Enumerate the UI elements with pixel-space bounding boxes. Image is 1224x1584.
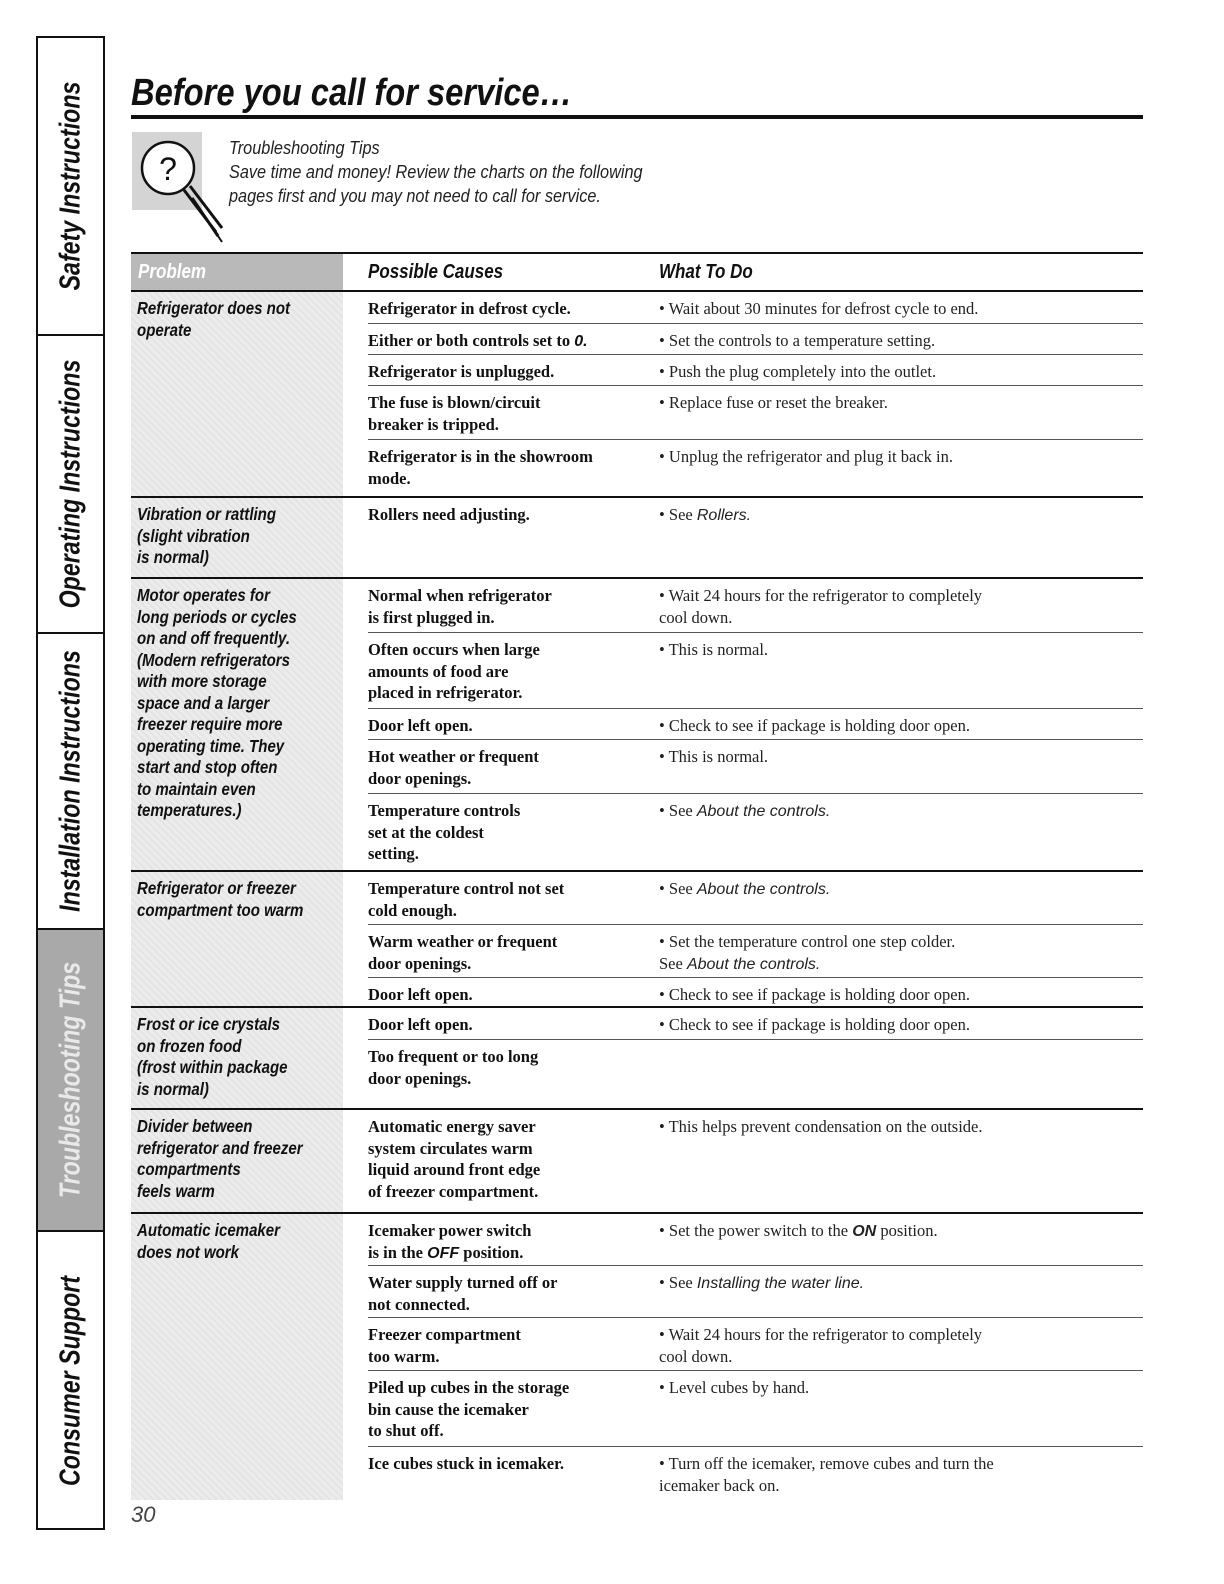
page-title: Before you call for service… [131, 72, 573, 114]
tab-label: Installation Instructions [54, 650, 86, 912]
todo-cell: • This is normal. [659, 747, 769, 766]
cause-cell: Icemaker power switch is in the OFF position. [368, 1221, 532, 1262]
table-row [368, 579, 1143, 633]
todo-cell [659, 1040, 1143, 1106]
table-row [368, 1447, 1143, 1500]
column-header-causes: Possible Causes [368, 260, 504, 283]
table-row [368, 1214, 1143, 1266]
todo-cell: • See Installing the water line. [659, 1273, 865, 1292]
todo-cell: • Push the plug completely into the outlet. [659, 362, 937, 381]
table-row [368, 978, 1143, 1007]
problem-group [131, 498, 1143, 579]
question-magnifier-icon [132, 132, 232, 244]
problem-cell: Frost or ice crystals on frozen food (frost within package is normal) [131, 1008, 343, 1108]
cause-cell: Piled up cubes in the storage bin cause the icemaker to shut off. [368, 1378, 570, 1440]
tab-label: Safety Instructions [54, 81, 86, 291]
svg-text:?: ? [159, 151, 177, 187]
cause-cell: The fuse is blown/circuit breaker is tripped. [368, 393, 541, 434]
problem-cell: Motor operates for long periods or cycles on and off frequently. (Modern refrigerators with more storage space and a larger freezer require more operating time. They start and stop often to maintain even temperatures.) [131, 579, 343, 870]
section-tab-strip [36, 36, 105, 1530]
table-row [368, 1266, 1143, 1318]
problem-cell: Refrigerator does not operate [131, 292, 343, 496]
todo-cell: • Check to see if package is holding door open. [659, 716, 970, 735]
cause-cell: Too frequent or too long door openings. [368, 1047, 539, 1088]
title-rule [131, 115, 1143, 119]
table-row [368, 740, 1143, 794]
tips-line: pages first and you may not need to call for service. [229, 185, 601, 206]
cause-cell: Ice cubes stuck in icemaker. [368, 1454, 565, 1473]
column-header-problem: Problem [131, 254, 343, 290]
tab-troubleshooting-tips[interactable] [38, 930, 103, 1232]
problem-group [131, 579, 1143, 872]
table-row [368, 633, 1143, 709]
todo-cell: • Level cubes by hand. [659, 1378, 810, 1397]
cause-cell: Temperature controls set at the coldest setting. [368, 801, 521, 863]
cause-cell: Door left open. [368, 985, 473, 1004]
cause-cell: Rollers need adjusting. [368, 505, 530, 524]
todo-cell: • Set the controls to a temperature setting. [659, 331, 936, 350]
todo-cell: • This helps prevent condensation on the outside. [659, 1117, 983, 1136]
cause-cell: Water supply turned off or not connected. [368, 1273, 558, 1314]
table-row [368, 1371, 1143, 1447]
problem-cell: Divider between refrigerator and freezer compartments feels warm [131, 1110, 343, 1212]
column-header-what-to-do: What To Do [659, 260, 753, 283]
todo-cell: • See Rollers. [659, 505, 752, 524]
table-row [368, 324, 1143, 355]
todo-cell: • Set the power switch to the ON position. [659, 1221, 938, 1240]
table-row [368, 292, 1143, 324]
table-header [131, 252, 1143, 292]
problem-group [131, 1110, 1143, 1214]
table-row [368, 1318, 1143, 1371]
todo-cell: • Unplug the refrigerator and plug it back in. [659, 447, 953, 466]
tab-label: Operating Instructions [54, 359, 86, 609]
tips-intro [229, 136, 699, 208]
cause-cell: Normal when refrigerator is first plugged in. [368, 586, 552, 627]
tips-heading: Troubleshooting Tips [229, 137, 380, 158]
todo-cell: • See About the controls. [659, 879, 831, 898]
cause-cell: Warm weather or frequent door openings. [368, 932, 558, 973]
troubleshooting-table [131, 252, 1143, 1500]
todo-cell: • See About the controls. [659, 801, 831, 820]
cause-cell: Freezer compartment too warm. [368, 1325, 521, 1366]
table-row [368, 386, 1143, 440]
problem-cell: Refrigerator or freezer compartment too warm [131, 872, 343, 1006]
problem-group [131, 292, 1143, 498]
todo-cell: • Wait 24 hours for the refrigerator to completely cool down. [659, 1325, 983, 1366]
todo-cell: • Check to see if package is holding door open. [659, 1015, 970, 1034]
todo-cell: • Replace fuse or reset the breaker. [659, 393, 888, 412]
problem-group [131, 872, 1143, 1008]
cause-cell: Temperature control not set cold enough. [368, 879, 565, 920]
tab-installation-instructions[interactable] [38, 634, 103, 930]
table-row [368, 498, 1143, 532]
page-number: 30 [131, 1502, 156, 1527]
tab-label: Consumer Support [54, 1275, 86, 1487]
cause-cell: Door left open. [368, 716, 473, 735]
problem-group [131, 1008, 1143, 1110]
problem-group [131, 1214, 1143, 1500]
cause-cell: Automatic energy saver system circulates warm liquid around front edge of freezer compartment. [368, 1117, 541, 1201]
cause-cell: Hot weather or frequent door openings. [368, 747, 539, 788]
todo-cell: • Wait 24 hours for the refrigerator to completely cool down. [659, 586, 983, 627]
todo-cell: • Wait about 30 minutes for defrost cycle to end. [659, 299, 979, 318]
todo-cell: • Set the temperature control one step colder. See About the controls. [659, 932, 956, 973]
table-row [368, 794, 1143, 870]
table-row [368, 1110, 1143, 1207]
tips-line: Save time and money! Review the charts on the following [229, 161, 643, 182]
table-row [368, 872, 1143, 925]
todo-cell: • Check to see if package is holding door open. [659, 985, 970, 1004]
table-row [368, 709, 1143, 740]
cause-cell: Either or both controls set to 0. [368, 331, 588, 350]
tab-label: Troubleshooting Tips [54, 961, 86, 1199]
table-row [368, 925, 1143, 978]
cause-cell: Door left open. [368, 1015, 473, 1034]
cause-cell: Often occurs when large amounts of food are placed in refrigerator. [368, 640, 540, 702]
table-row [368, 355, 1143, 386]
cause-cell: Refrigerator is in the showroom mode. [368, 447, 593, 488]
cause-cell: Refrigerator in defrost cycle. [368, 299, 571, 318]
tab-consumer-support[interactable] [38, 1232, 103, 1530]
table-row [368, 1040, 1143, 1106]
cause-cell: Refrigerator is unplugged. [368, 362, 555, 381]
todo-cell: • Turn off the icemaker, remove cubes and turn the icemaker back on. [659, 1454, 994, 1495]
tab-operating-instructions[interactable] [38, 336, 103, 634]
problem-cell: Automatic icemaker does not work [131, 1214, 343, 1500]
todo-cell: • This is normal. [659, 640, 769, 659]
table-row [368, 440, 1143, 496]
table-row [368, 1008, 1143, 1040]
tab-safety-instructions[interactable] [38, 38, 103, 336]
problem-cell: Vibration or rattling (slight vibration is normal) [131, 498, 343, 577]
